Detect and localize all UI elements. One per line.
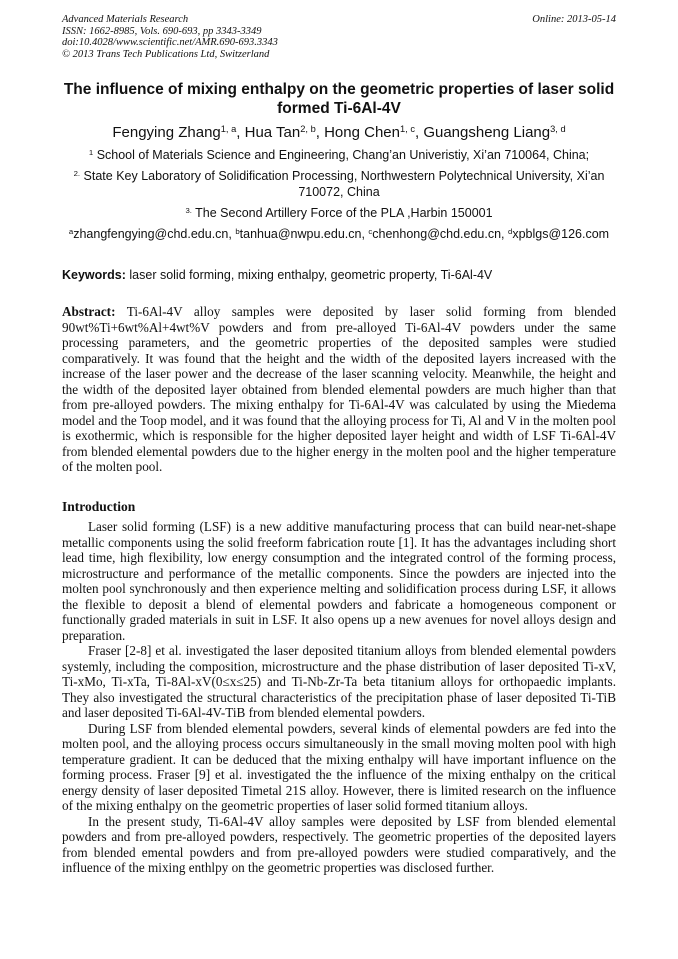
author-name: Hong Chen — [324, 124, 400, 141]
email-address: zhangfengying@chd.edu.cn, — [73, 227, 236, 241]
introduction-body — [62, 519, 616, 876]
copyright-line: © 2013 Trans Tech Publications Ltd, Switzerland — [62, 48, 270, 60]
author-list: Fengying Zhang$^{1, a}$, Hua Tan$^{2, b}$, Hong Chen$^{1, c}$, Guangsheng Liang$^{3, d}$ — [112, 123, 566, 141]
author-sup: 2, b — [300, 123, 316, 134]
paragraph: In the present study, Ti-6Al-4V alloy samples were deposited by LSF from blended elemental powders and from pre-alloyed powders, respectively. The geometric properties of the deposited layers from blended emental powders and from pre-alloyed powders were studied comparatively, and the influence of the mixing enthlpy on the geometric properties was disclosed further. — [62, 813, 616, 875]
keywords — [62, 268, 616, 283]
affiliation-sup: 3. — [185, 205, 192, 215]
abstract — [62, 304, 616, 475]
keywords-label: Keywords: — [62, 268, 126, 282]
email-address: xpblgs@126.com — [512, 227, 610, 241]
affiliation-sup: 1 — [88, 147, 94, 157]
online-date: Online: 2013-05-14 — [532, 14, 616, 25]
affiliation-text: School of Materials Science and Engineering, Chang’an Univeristiy, Xi’an 710064, China; — [96, 148, 590, 162]
abstract-label: Abstract: — [62, 304, 116, 319]
author-sup: 1, a — [220, 123, 237, 134]
keywords-text: laser solid forming, mixing enthalpy, geometric property, Ti-6Al-4V — [129, 268, 493, 282]
journal-header — [62, 14, 616, 60]
journal-name: Advanced Materials Research — [62, 14, 189, 25]
affiliation-text: The Second Artillery Force of the PLA ,Harbin 150001 — [195, 206, 493, 220]
paragraph: Fraser [2-8] et al. investigated the laser deposited titanium alloys from blended elemental powders systemly, including the composition, microstructure and the phase distribution of laser deposited Ti-xV, Ti-xMo, Ti-xTa, Ti-8Al-xV(0≤x≤25) and Ti-Nb-Zr-Ta beta titanium alloys for orthopaedic implants. They also investigated the structural characteristics of the precipitation phase of laser deposited Ti-TiB and laser deposited Ti-6Al-4V-TiB from blended elemental powders. — [62, 643, 616, 720]
email-sup: a — [68, 226, 74, 236]
affiliation-2 — [62, 169, 616, 200]
email-sup: c — [368, 226, 373, 236]
affiliation-text: State Key Laboratory of Solidification Processing, Northwestern Polytechnical University, Xi’an 710072, China — [83, 169, 605, 199]
affiliation-1 — [62, 148, 616, 164]
author-name: Hua Tan — [244, 124, 301, 141]
affiliation-3 — [62, 206, 616, 222]
author-name: Guangsheng Liang — [423, 124, 551, 141]
paragraph: Laser solid forming (LSF) is a new additive manufacturing process that can build near-net-shape metallic components using the solid freeform fabrication route [1]. It has the advantages including short lead time, high flexibility, low energy consumption and the integrated control of the forming process, microstructure and performance of the metallic components. Since the powders are injected into the molten pool synchronously and then experience melting and solidification process during LSF, it allows the flexible to deposit a blend of elemental powders and fabricate a homogeneous component or functionally graded materials in suit in LSF. It also opens up a new avenues for novel alloys design and preparation. — [62, 519, 616, 643]
email-address: chenhong@chd.edu.cn, — [372, 227, 508, 241]
email-line — [62, 227, 616, 243]
doi-line: doi:10.4028/www.scientific.net/AMR.690-693.3343 — [62, 37, 278, 48]
paragraph: During LSF from blended elemental powders, several kinds of elemental powders are fed into the molten pool, and the alloying process occurs simultaneously in the small moving molten pool with high temperature gradient. It can be deduced that the mixing enthalpy will have important influence on the forming process. Fraser [9] et al. investigated the the influence of the mixing enthalpy on the critical energy density of laser deposited Timetal 21S alloy. However, there is limited research on the influence of the mixing enthalpy on the geometric properties of laser solid formed titanium alloys. — [62, 720, 616, 813]
author-name: Fengying Zhang — [112, 124, 221, 141]
issn-line: ISSN: 1662-8985, Vols. 690-693, pp 3343-3349 — [62, 25, 262, 37]
abstract-text: Ti-6Al-4V alloy samples were deposited by laser solid forming from blended 90wt%Ti+6wt%Al+4wt%V powders and from pre-alloyed Ti-6Al-4V powders under the same processing parameters, and the geometric properties of the deposited samples were studied comparatively. It was found that the height and the width of the deposited layers increased with the increase of the laser power and the decrease of the laser scanning velocity. Meanwhile, the height and the width of the deposited layer obtained from blended elemental powders are much higher than that from pre-alloyed powders. The mixing enthalpy for Ti-6Al-4V was calculated by using the Miedema model and the Toop model, and it was found that the alloying process for Ti, Al and V in the molten pool is exothermic, which is responsible for the higher deposited layer height and width of LSF Ti-6Al-4V from blended elemental powders due to the higher energy in the molten pool and the higher temperature of the molten pool. — [62, 304, 617, 474]
affiliation-sup: 2. — [73, 168, 81, 178]
author-sup: 3, d — [550, 123, 566, 134]
email-sup: b — [235, 226, 240, 236]
email-sup: d — [508, 226, 513, 236]
paper-title: The influence of mixing enthalpy on the geometric properties of laser solid formed Ti-6Al-4V — [63, 81, 615, 117]
email-address: tanhua@nwpu.edu.cn, — [239, 227, 369, 241]
author-sup: 1, c — [399, 123, 415, 134]
introduction-heading: Introduction — [62, 499, 136, 514]
